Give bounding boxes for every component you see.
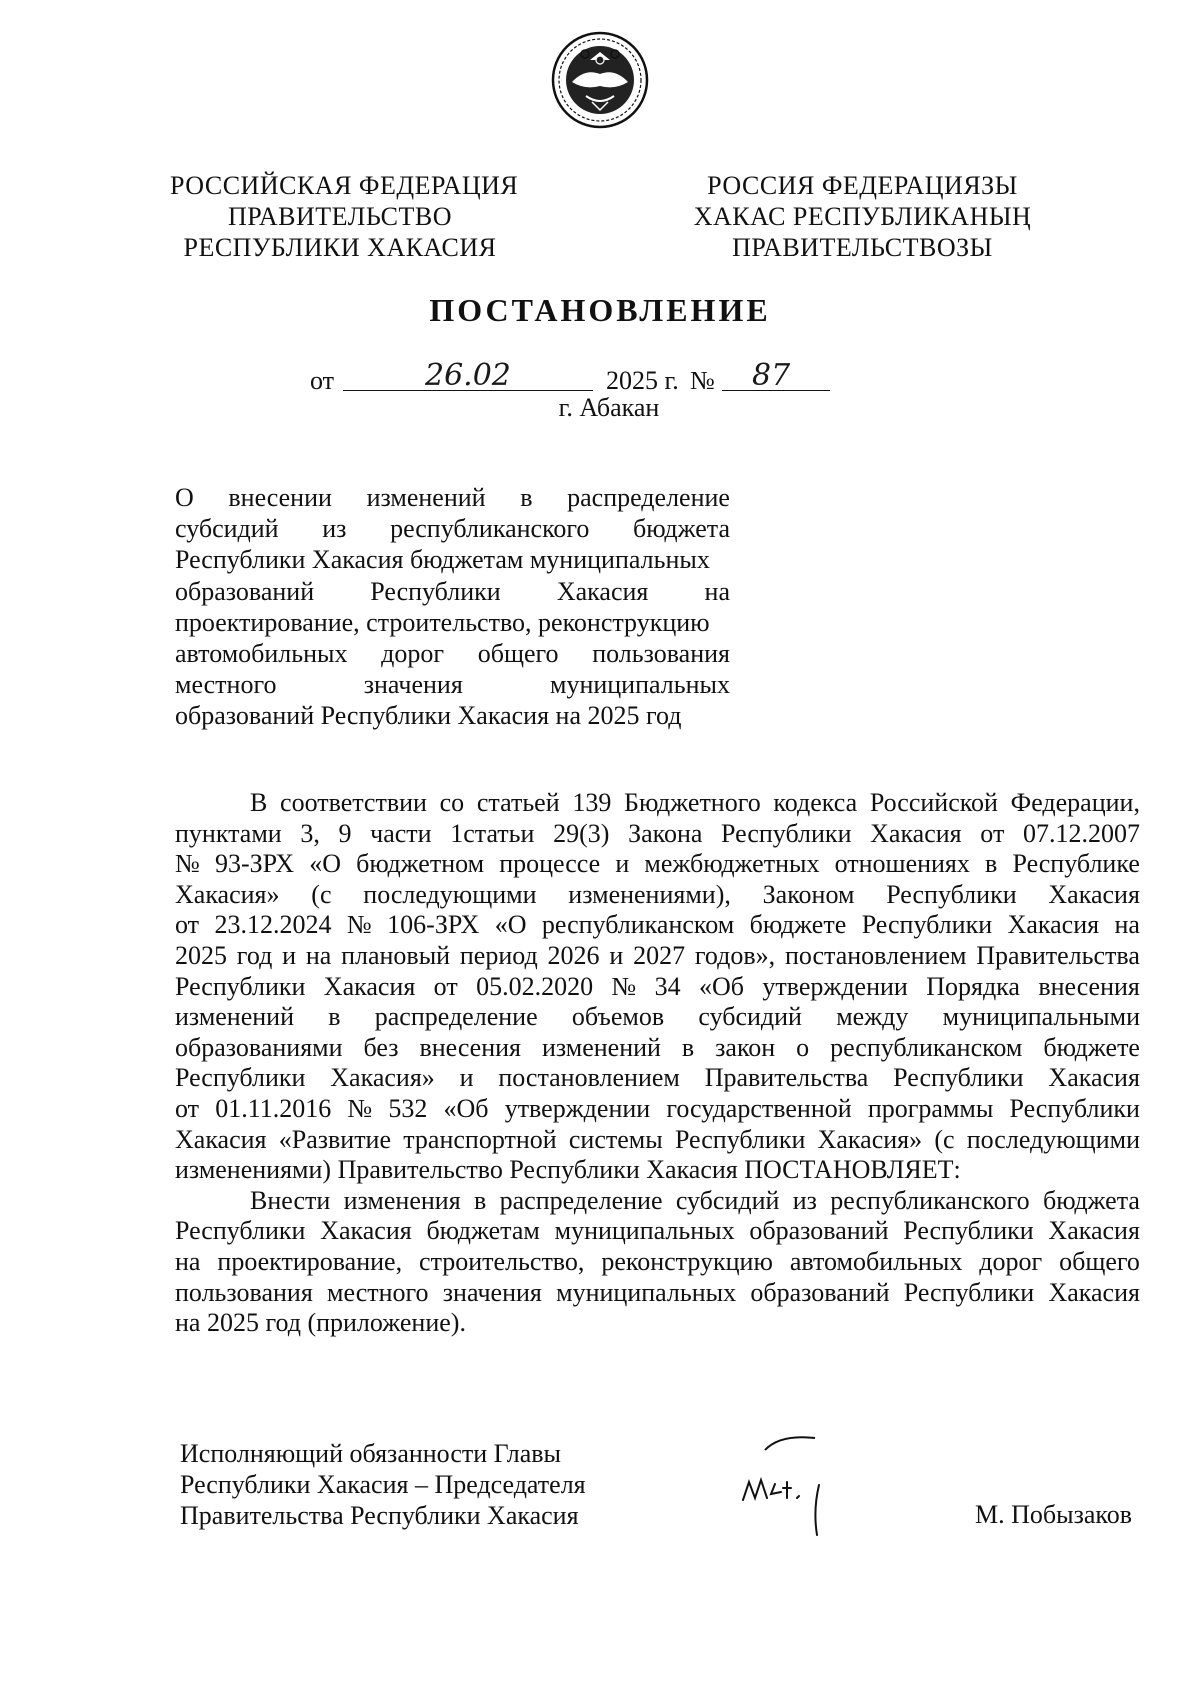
subject-word: внесении	[228, 483, 332, 512]
body-word: Хакасия	[320, 1216, 412, 1246]
subject-line	[175, 638, 730, 669]
body-word: субсидий	[675, 1185, 780, 1215]
body-word: 07.12.2007	[1022, 818, 1140, 848]
body-word: Республики	[175, 1063, 306, 1093]
body-word: 106-ЗРХ	[387, 910, 480, 940]
document-subject	[175, 482, 730, 732]
body-word: утверждении	[762, 971, 908, 1001]
body-word: бюджетам	[426, 1216, 540, 1246]
body-word: распределение	[499, 1185, 663, 1215]
body-word: от	[433, 971, 458, 1001]
header-right-line: РОССИЯ ФЕДЕРАЦИЯЗЫ	[707, 171, 1018, 200]
body-text: на 2025 год (приложение).	[175, 1308, 466, 1338]
number-handwritten: 87	[752, 358, 791, 393]
subject-word: образований Республики Хакасия на 2025 год	[175, 701, 682, 731]
body-line	[175, 1216, 1140, 1247]
header-russian	[170, 170, 519, 263]
body-word: 2025	[175, 940, 227, 970]
body-word: программы	[867, 1093, 994, 1123]
body-line	[175, 819, 1140, 850]
body-line	[175, 1125, 1140, 1156]
body-text: Законом	[762, 879, 855, 909]
subject-word: автомобильных	[175, 639, 348, 669]
body-word: в	[985, 849, 998, 879]
body-word: Республики	[721, 818, 852, 848]
city-label: г. Абакан	[558, 393, 660, 422]
body-line	[175, 1033, 1140, 1064]
body-word: на	[175, 1246, 201, 1276]
body-line	[175, 1308, 1140, 1339]
body-line	[175, 1002, 1140, 1033]
body-text: изменениями),	[568, 879, 731, 909]
subject-line	[175, 513, 730, 544]
body-word: постановлением	[784, 940, 967, 970]
header-left-line: РОССИЙСКАЯ ФЕДЕРАЦИЯ	[170, 171, 519, 200]
signer-title	[180, 1438, 586, 1531]
body-word: Республики	[903, 1216, 1034, 1246]
body-line	[175, 941, 1140, 972]
body-word: межбюджетных	[644, 849, 820, 879]
body-word: Правительства	[976, 940, 1140, 970]
body-line	[175, 1186, 1140, 1217]
subject-word: на	[704, 576, 730, 606]
body-line	[175, 788, 1140, 819]
subject-line	[175, 544, 730, 575]
subject-word: значения	[363, 670, 463, 700]
body-word: в	[681, 1032, 695, 1062]
body-line	[175, 1063, 1140, 1094]
body-line	[175, 1094, 1140, 1125]
body-word: «Развитие	[278, 1124, 392, 1154]
body-word: Хакасия	[1048, 1216, 1140, 1246]
body-word: Хакасия	[1048, 1277, 1140, 1307]
body-text: муниципальными	[942, 1002, 1140, 1032]
subject-word: бюджета	[633, 514, 730, 544]
body-word: Хакасия	[323, 971, 416, 1001]
body-word: 01.11.2016	[215, 1093, 332, 1123]
body-word: №	[611, 971, 637, 1001]
header-khakas	[685, 170, 1040, 263]
body-line	[175, 1155, 1140, 1186]
body-word: образований	[749, 1216, 889, 1246]
subject-word: проектирование, строительство, реконструкцию	[175, 607, 710, 637]
body-word: Российской	[869, 788, 998, 817]
body-word: части	[370, 818, 432, 848]
document-body	[175, 788, 1140, 1339]
body-word: муниципальных	[554, 1216, 735, 1246]
body-word: дорог	[979, 1246, 1043, 1276]
body-word: со	[439, 788, 465, 817]
body-word: 532	[388, 1093, 428, 1123]
body-word: на	[1114, 910, 1140, 940]
body-word: бюджетном	[356, 849, 485, 879]
body-word: 23.12.2024	[214, 910, 332, 940]
body-word: республиканского	[830, 1185, 1030, 1215]
subject-word: распределение	[567, 483, 730, 512]
body-text: между	[836, 1002, 909, 1032]
subject-word: дорог	[381, 639, 445, 669]
body-word: 34	[654, 971, 681, 1001]
body-word: Бюджетного	[624, 788, 761, 817]
body-word: пунктами	[175, 818, 282, 848]
body-word: кодекса	[773, 788, 858, 817]
body-word: 2027	[633, 940, 686, 970]
body-text: распределение	[374, 1002, 538, 1032]
header-right-line: ХАКАС РЕСПУБЛИКАНЫҢ	[693, 202, 1032, 231]
document-type-title: ПОСТАНОВЛЕНИЕ	[429, 292, 771, 328]
body-word: №	[346, 910, 372, 940]
body-word: период	[459, 940, 538, 970]
body-word: 05.02.2020	[476, 971, 594, 1001]
body-word: местного	[327, 1277, 429, 1307]
body-word: последующими	[966, 1124, 1140, 1154]
body-word: проектирование,	[217, 1246, 403, 1276]
subject-word: О	[175, 483, 194, 512]
subject-word: общего	[477, 639, 559, 669]
body-word: от	[175, 910, 200, 940]
body-word: «О	[494, 910, 527, 940]
body-line	[175, 1247, 1140, 1278]
subject-word: Республики Хакасия бюджетам муниципальных	[175, 545, 710, 575]
subject-word: Республики	[370, 576, 501, 606]
signee-name: М. Побызаков	[975, 1500, 1132, 1529]
body-word: образованиями	[175, 1032, 343, 1062]
subject-word: местного	[175, 670, 277, 700]
body-text: субсидий	[698, 1002, 802, 1032]
body-text: изменений	[175, 1002, 295, 1032]
body-word: республиканском	[830, 1032, 1023, 1062]
body-word: №	[347, 1093, 373, 1123]
handwritten-signature-icon	[735, 1430, 855, 1540]
body-word: значения	[442, 1277, 542, 1307]
body-word: внесения	[1038, 971, 1140, 1001]
body-text: Хакасия	[1048, 879, 1140, 909]
body-word: и	[459, 1063, 474, 1093]
body-word: 3,	[300, 818, 320, 848]
body-word: утверждении	[504, 1093, 651, 1123]
signer-title-line: Правительства Республики Хакасия	[180, 1501, 579, 1530]
body-word: строительство,	[419, 1246, 585, 1276]
body-text: (с	[311, 879, 332, 909]
year-label: 2025 г.	[606, 366, 679, 395]
header-right-line: ПРАВИТЕЛЬСТВОЗЫ	[732, 233, 993, 262]
subject-word: в	[520, 483, 533, 512]
body-word: внесения	[419, 1032, 521, 1062]
body-word: государственной	[666, 1093, 852, 1123]
number-label: №	[690, 366, 715, 395]
body-word: отношениях	[834, 849, 970, 879]
body-word: без	[363, 1032, 399, 1062]
body-line	[175, 849, 1140, 880]
subject-line	[175, 607, 730, 638]
body-word: Хакасия	[175, 1124, 267, 1154]
body-word: Хакасия»	[817, 1124, 923, 1154]
body-text: объемов	[571, 1002, 665, 1032]
subject-word: пользования	[592, 639, 730, 669]
body-word: Республики	[674, 1124, 806, 1154]
body-word: 93-ЗРХ	[214, 849, 295, 879]
subject-line	[175, 700, 730, 731]
body-word: В	[250, 788, 268, 817]
body-word: транспортной	[403, 1124, 557, 1154]
body-word: бюджете	[749, 910, 847, 940]
date-from-label: от	[310, 366, 335, 395]
subject-word: Хакасия	[556, 576, 649, 606]
body-word: от	[980, 818, 1005, 848]
body-word: о	[796, 1032, 810, 1062]
body-word: на	[305, 940, 332, 970]
body-word: процессе	[499, 849, 601, 879]
body-word: республиканском	[541, 910, 735, 940]
body-word: Республики	[175, 1216, 306, 1246]
subject-word: республиканского	[390, 514, 590, 544]
body-word: бюджете	[1043, 1032, 1140, 1062]
body-word: и	[615, 849, 630, 879]
body-word: (с	[934, 1124, 955, 1154]
body-line	[175, 910, 1140, 941]
body-word: Республики	[893, 1063, 1024, 1093]
body-word: реконструкцию	[601, 1246, 773, 1276]
subject-word: из	[322, 514, 347, 544]
subject-word: изменений	[366, 483, 486, 512]
body-word: Республике	[1012, 849, 1140, 879]
subject-line	[175, 669, 730, 700]
body-word: 2026	[547, 940, 600, 970]
body-line	[175, 1278, 1140, 1309]
body-word: Порядка	[926, 971, 1020, 1001]
body-text: изменениями) Правительство Республики Хакасия ПОСТАНОВЛЯЕТ:	[175, 1155, 961, 1185]
header-left-line: РЕСПУБЛИКИ ХАКАСИЯ	[183, 233, 497, 262]
subject-word: муниципальных	[549, 670, 730, 700]
body-word: системы	[568, 1124, 663, 1154]
body-word: №	[175, 849, 200, 879]
body-word: в	[474, 1185, 487, 1215]
body-line	[175, 880, 1140, 911]
body-word: 29(3)	[553, 818, 610, 848]
body-line	[175, 972, 1140, 1003]
body-word: Федерации,	[1010, 788, 1140, 817]
body-word: 9	[338, 818, 352, 848]
body-word: «Об	[443, 1093, 489, 1123]
body-word: Закона	[628, 818, 703, 848]
subject-line	[175, 482, 730, 513]
body-word: от	[175, 1093, 200, 1123]
body-text: последующими	[363, 879, 537, 909]
signer-title-line: Республики Хакасия – Председателя	[180, 1470, 586, 1499]
body-word: «Об	[698, 971, 744, 1001]
subject-word: субсидий	[175, 514, 279, 544]
body-word: постановлением	[498, 1063, 680, 1093]
city	[0, 393, 1200, 423]
body-word: и	[609, 940, 624, 970]
body-text: Хакасия»	[175, 879, 280, 909]
body-word: год	[236, 940, 273, 970]
body-word: годов»,	[694, 940, 776, 970]
header-left-line: ПРАВИТЕЛЬСТВО	[228, 202, 452, 231]
body-word: муниципальных	[556, 1277, 737, 1307]
body-word: 1статьи	[450, 818, 535, 848]
coat-of-arms-icon	[550, 30, 650, 130]
subject-word: образований	[175, 576, 315, 606]
body-word: изменений	[541, 1032, 661, 1062]
body-word: и	[282, 940, 297, 970]
body-word: Республики	[903, 1277, 1035, 1307]
body-word: Внести	[250, 1185, 331, 1215]
body-word: соответствии	[280, 788, 427, 817]
body-word: Республики	[175, 971, 306, 1001]
signer-title-line: Исполняющий обязанности Главы	[180, 1439, 561, 1468]
body-text: Республики	[886, 879, 1017, 909]
body-word: «О	[309, 849, 341, 879]
body-word: Хакасия	[870, 818, 962, 848]
body-word: образований	[750, 1277, 890, 1307]
body-word: Правительства	[704, 1063, 869, 1093]
date-handwritten: 26.02	[425, 358, 511, 393]
body-text: в	[328, 1002, 341, 1032]
body-word: 139	[572, 788, 612, 817]
body-word: автомобильных	[789, 1246, 963, 1276]
body-word: статьей	[476, 788, 560, 817]
body-word: бюджета	[1042, 1185, 1140, 1215]
body-word: из	[792, 1185, 817, 1215]
body-word: пользования	[175, 1277, 313, 1307]
body-word: Хакасия»	[330, 1063, 435, 1093]
body-word: Хакасия	[1048, 1063, 1140, 1093]
body-word: общего	[1059, 1246, 1140, 1276]
body-word: Республики	[1009, 1093, 1140, 1123]
body-word: плановый	[341, 940, 451, 970]
body-word: изменения	[343, 1185, 461, 1215]
body-word: Хакасия	[1007, 910, 1100, 940]
body-word: Республики	[861, 910, 993, 940]
subject-line	[175, 576, 730, 607]
body-word: закон	[715, 1032, 776, 1062]
